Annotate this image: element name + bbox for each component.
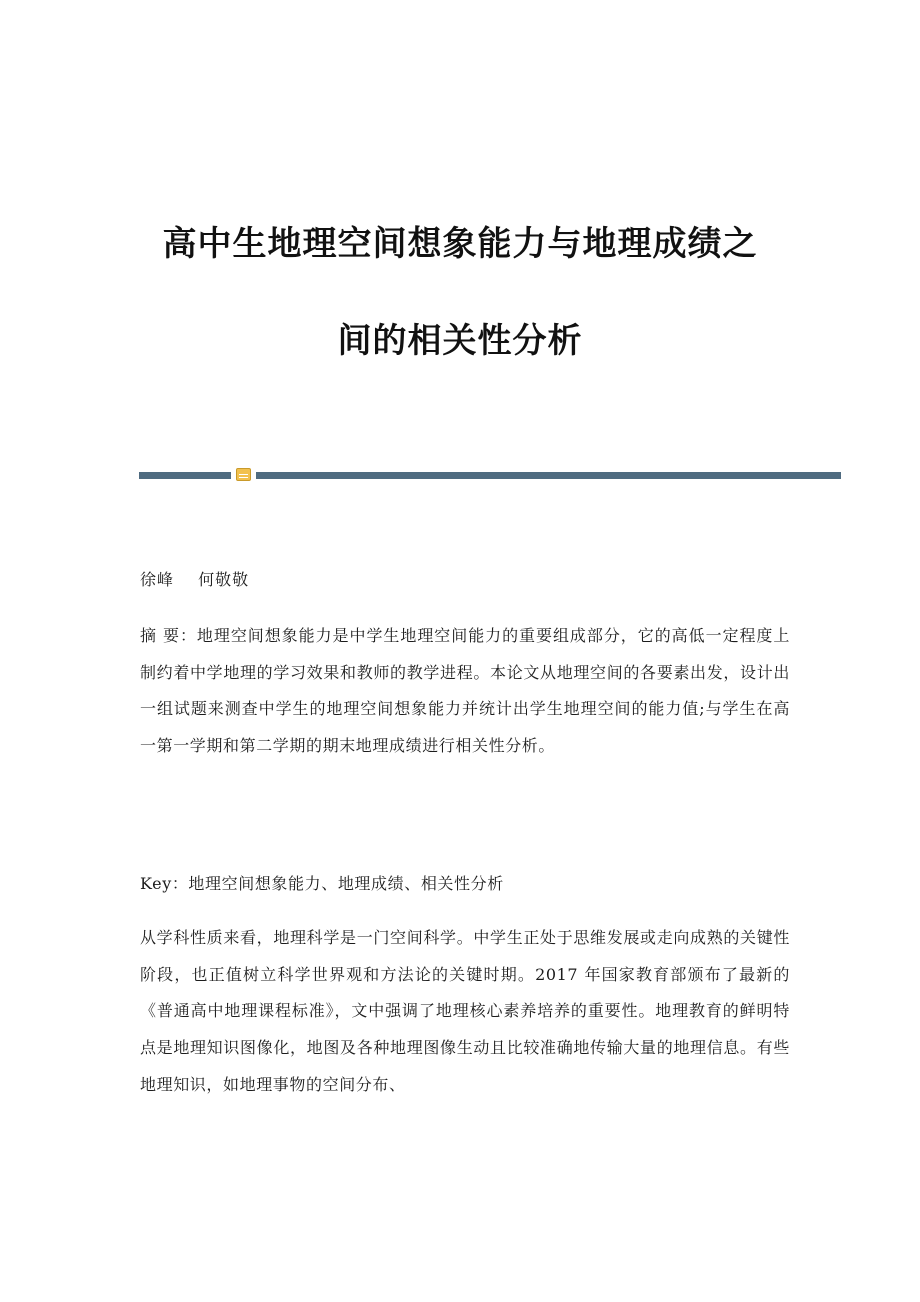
divider-bar-right: [256, 472, 841, 479]
envelope-ornament-icon: [236, 468, 251, 481]
abstract: 摘 要：地理空间想象能力是中学生地理空间能力的重要组成部分，它的高低一定程度上制约着中学地理的学习效果和教师的教学进程。本论文从地理空间的各要素出发，设计出一组试题来测查中学生的地理空间想象能力并统计出学生地理空间的能力值;与学生在高一第一学期和第二学期的期末地理成绩进行相关性分析。: [140, 626, 790, 756]
divider-bar-left: [139, 472, 231, 479]
title-line-1: 高中生地理空间想象能力与地理成绩之: [162, 224, 758, 264]
author-name: 何敬敬: [198, 570, 250, 589]
author-list: [140, 562, 790, 599]
keywords: Key：地理空间想象能力、地理成绩、相关性分析: [140, 874, 504, 893]
title-line-2: 间的相关性分析: [337, 321, 583, 361]
body-paragraph: 从学科性质来看，地理科学是一门空间科学。中学生正处于思维发展或走向成熟的关键性阶段，也正值树立科学世界观和方法论的关键时期。2017 年国家教育部颁布了最新的《普通高中地理课程标准》，文中强调了地理核心素养培养的重要性。地理教育的鲜明特点是地理知识图像化，地图及各种地理图像生动且比较准确地传输大量的地理信息。有些地理知识，如地理事物的空间分布、: [140, 928, 790, 1094]
author-name: 徐峰: [140, 570, 175, 589]
title-divider: [139, 468, 841, 482]
